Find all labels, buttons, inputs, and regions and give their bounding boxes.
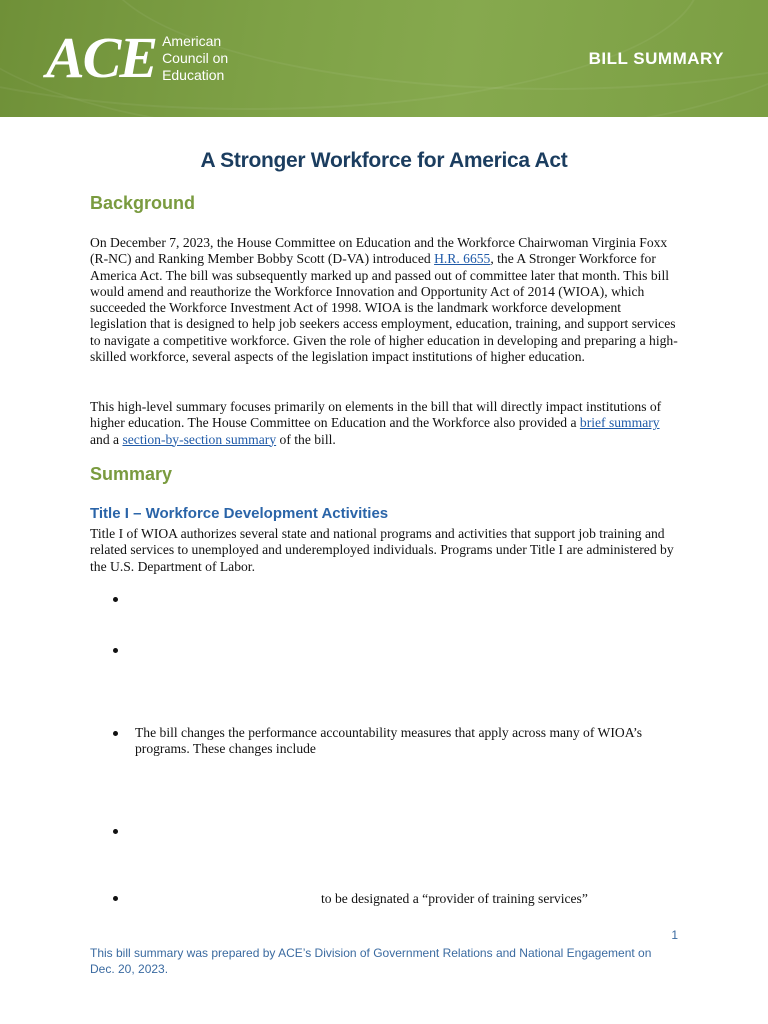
- logo-text: [162, 33, 228, 84]
- background-p2-text-a: This high-level summary focuses primarily on elements in the bill that will directly impact institutions of higher education. The House Committee on Education and the Workforce also provided a: [90, 399, 662, 431]
- background-paragraph-2: [90, 399, 680, 448]
- summary-heading: Summary: [90, 464, 173, 484]
- bullet-3: [113, 731, 118, 736]
- background-paragraph-1: [90, 235, 680, 365]
- logo-mark: ACE: [46, 25, 157, 90]
- hr-6655-link[interactable]: H.R. 6655: [434, 251, 491, 267]
- section-by-section-link[interactable]: section-by-section summary: [122, 431, 277, 447]
- background-p1-text-a: On December 7, 2023, the House Committee on Education and the Workforce Chairwoman Virginia Foxx (R-NC) and Ranking Member Bobby Scott (D-VA) introduced: [90, 235, 668, 267]
- page-number: 1: [671, 928, 678, 942]
- title-1-paragraph: Title I of WIOA authorizes several state and national programs and activities that support job training and related services to unemployed and underemployed individuals. Programs under Title I are administered by the U.S. Department of Labor.: [90, 526, 674, 574]
- background-p2-text-b: and a: [90, 431, 123, 447]
- footer-note: This bill summary was prepared by ACE’s Division of Government Relations and National Engagement on Dec. 20, 2023.: [90, 946, 652, 976]
- document-type-label: BILL SUMMARY: [588, 49, 724, 68]
- logo-line-2: Council on: [162, 49, 229, 66]
- bullet-2: [113, 648, 118, 653]
- background-p1-text-b: , the A Stronger Workforce for America Act. The bill was subsequently marked up and passed out of committee later that month. This bill would amend and reauthorize the Workforce Innovation and Opportunity Act of 2014 (WIOA), which succeeded the Workforce Investment Act of 1998. WIOA is the landmark workforce development legislation that is designed to help job seekers access employment, education, training, and support services to navigate a competitive workforce. Given the role of higher education in developing and preparing a high-skilled workforce, several aspects of the legislation impact institutions of higher education.: [90, 251, 678, 365]
- background-p2-text-c: of the bill.: [276, 431, 336, 447]
- logo-line-3: Education: [162, 66, 225, 83]
- title-1-heading: Title I – Workforce Development Activities: [90, 505, 389, 522]
- brief-summary-link[interactable]: brief summary: [579, 415, 660, 431]
- ace-logo: [46, 25, 229, 90]
- document-title: A Stronger Workforce for America Act: [200, 149, 568, 172]
- logo-line-1: American: [162, 32, 222, 49]
- bullet-1: [113, 597, 118, 602]
- background-heading: Background: [90, 193, 196, 213]
- header-banner: [0, 0, 768, 117]
- bullet-5: [113, 896, 118, 901]
- bullet-3-text: The bill changes the performance accountability measures that apply across many of WIOA’s programs. These changes include: [135, 725, 643, 757]
- bullet-5-text: to be designated a “provider of training services”: [321, 891, 588, 906]
- bullet-4: [113, 829, 118, 834]
